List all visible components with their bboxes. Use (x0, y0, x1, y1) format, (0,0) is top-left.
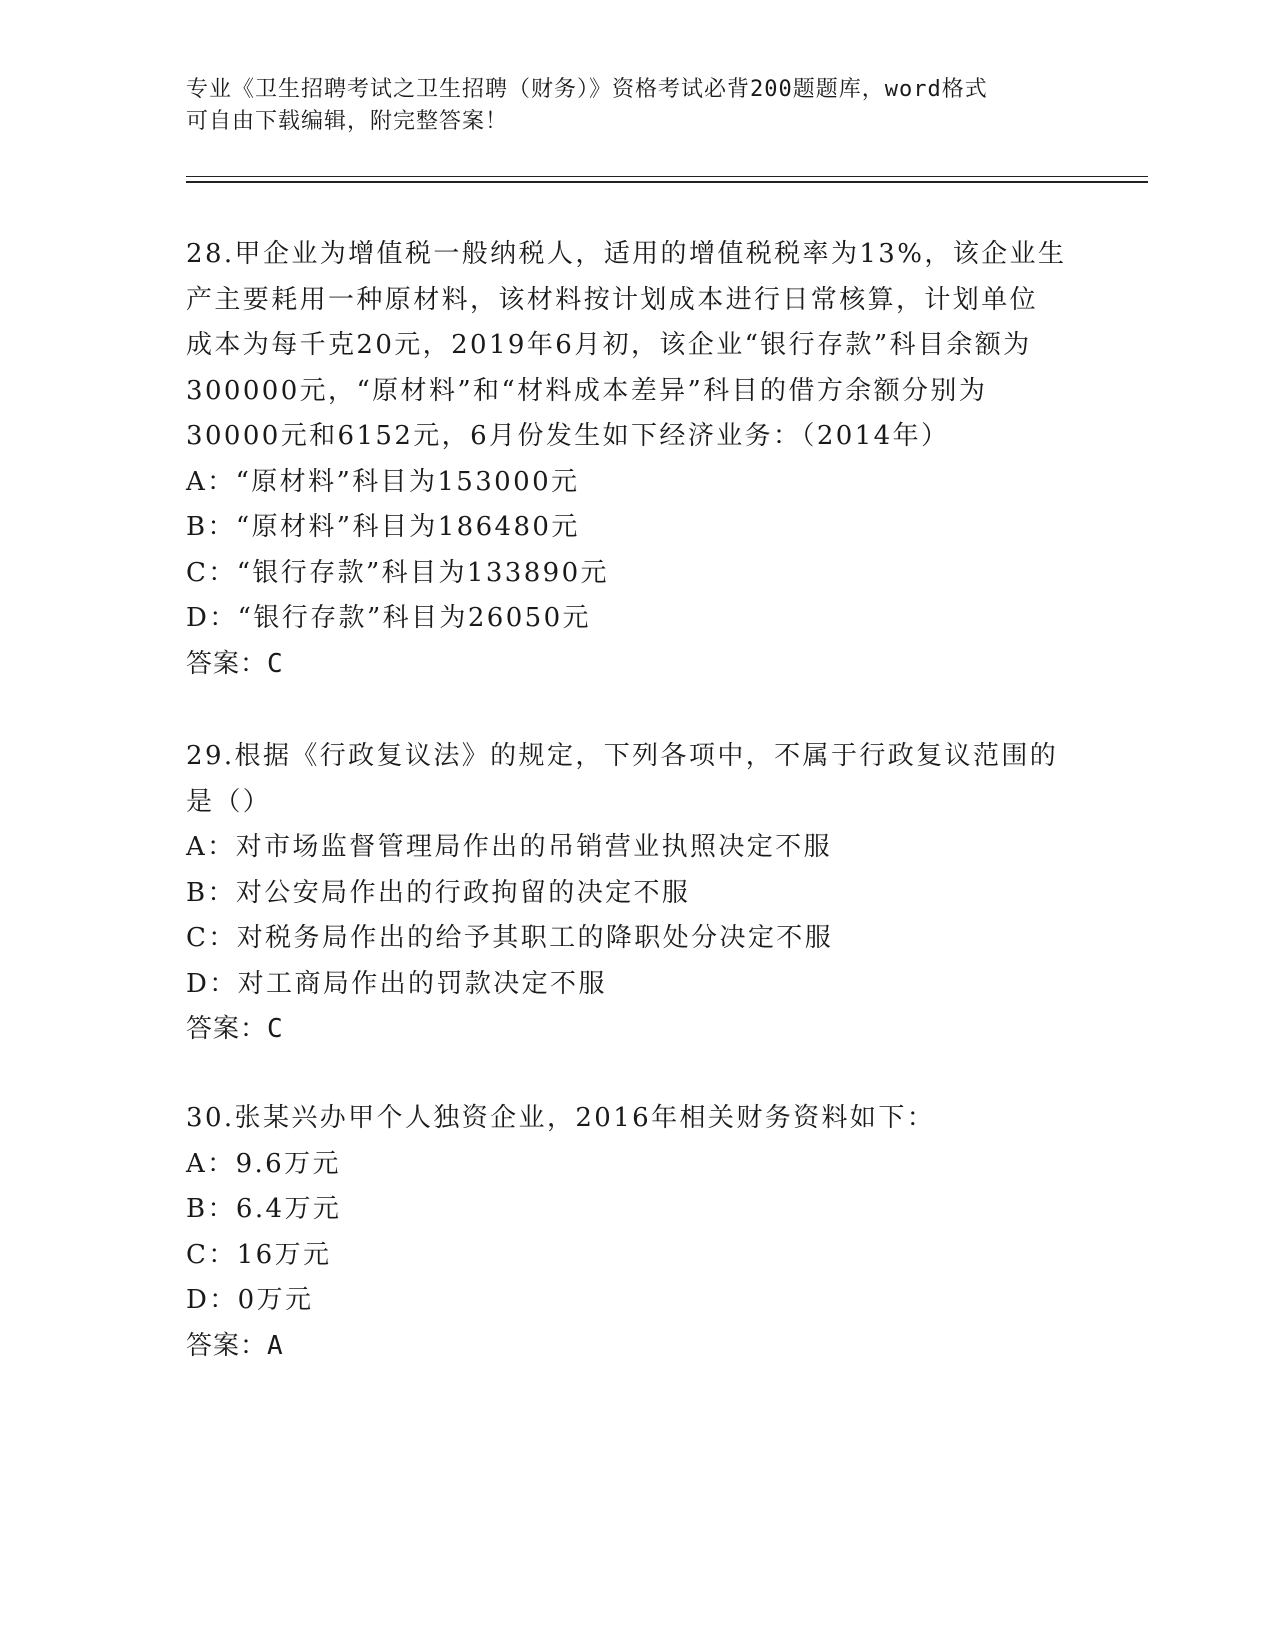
header-line: 可自由下载编辑，附完整答案！ (186, 109, 509, 134)
question-block (186, 1096, 1086, 1369)
question-block (186, 232, 1086, 687)
answer-line: 答案：C (186, 1014, 284, 1044)
option-c: C：“银行存款”科目为133890元 (186, 557, 609, 588)
option-c: C：16万元 (186, 1239, 332, 1270)
option-c: C：对税务局作出的给予其职工的降职处分决定不服 (186, 923, 834, 953)
option-a: A：“原材料”科目为153000元 (186, 466, 580, 497)
header-line: 专业《卫生招聘考试之卫生招聘（财务）》资格考试必背200题题库，word格式 (186, 77, 988, 102)
option-d: D：对工商局作出的罚款决定不服 (186, 968, 607, 999)
header-divider (186, 176, 1148, 177)
question-stem-line: 30.张某兴办甲个人独资企业，2016年相关财务资料如下： (186, 1103, 936, 1133)
question-stem-line: 是（） (186, 786, 272, 817)
header-divider (186, 181, 1148, 183)
option-b: B：对公安局作出的行政拘留的决定不服 (186, 877, 691, 908)
question-stem-line: 300000元，“原材料”和“材料成本差异”科目的借方余额分别为 (186, 375, 988, 406)
option-d: D：0万元 (186, 1285, 314, 1315)
option-b: B：6.4万元 (186, 1194, 342, 1224)
question-stem-line: 产主要耗用一种原材料，该材料按计划成本进行日常核算，计划单位 (186, 284, 1039, 315)
question-stem-line: 29.根据《行政复议法》的规定，下列各项中，不属于行政复议范围的 (186, 741, 1059, 771)
question-block (186, 734, 1086, 1053)
document-header (186, 74, 1086, 138)
option-b: B：“原材料”科目为186480元 (186, 512, 580, 542)
answer-line: 答案：C (186, 648, 284, 679)
question-stem-line: 30000元和6152元，6月份发生如下经济业务：（2014年） (186, 421, 950, 451)
option-a: A：对市场监督管理局作出的吊销营业执照决定不服 (186, 832, 832, 862)
answer-line: 答案：A (186, 1330, 284, 1361)
option-a: A：9.6万元 (186, 1148, 341, 1179)
option-d: D：“银行存款”科目为26050元 (186, 603, 591, 633)
question-stem-line: 成本为每千克20元，2019年6月初，该企业“银行存款”科目余额为 (186, 330, 1032, 360)
question-stem-line: 28.甲企业为增值税一般纳税人，适用的增值税税率为13%，该企业生 (186, 239, 1067, 269)
